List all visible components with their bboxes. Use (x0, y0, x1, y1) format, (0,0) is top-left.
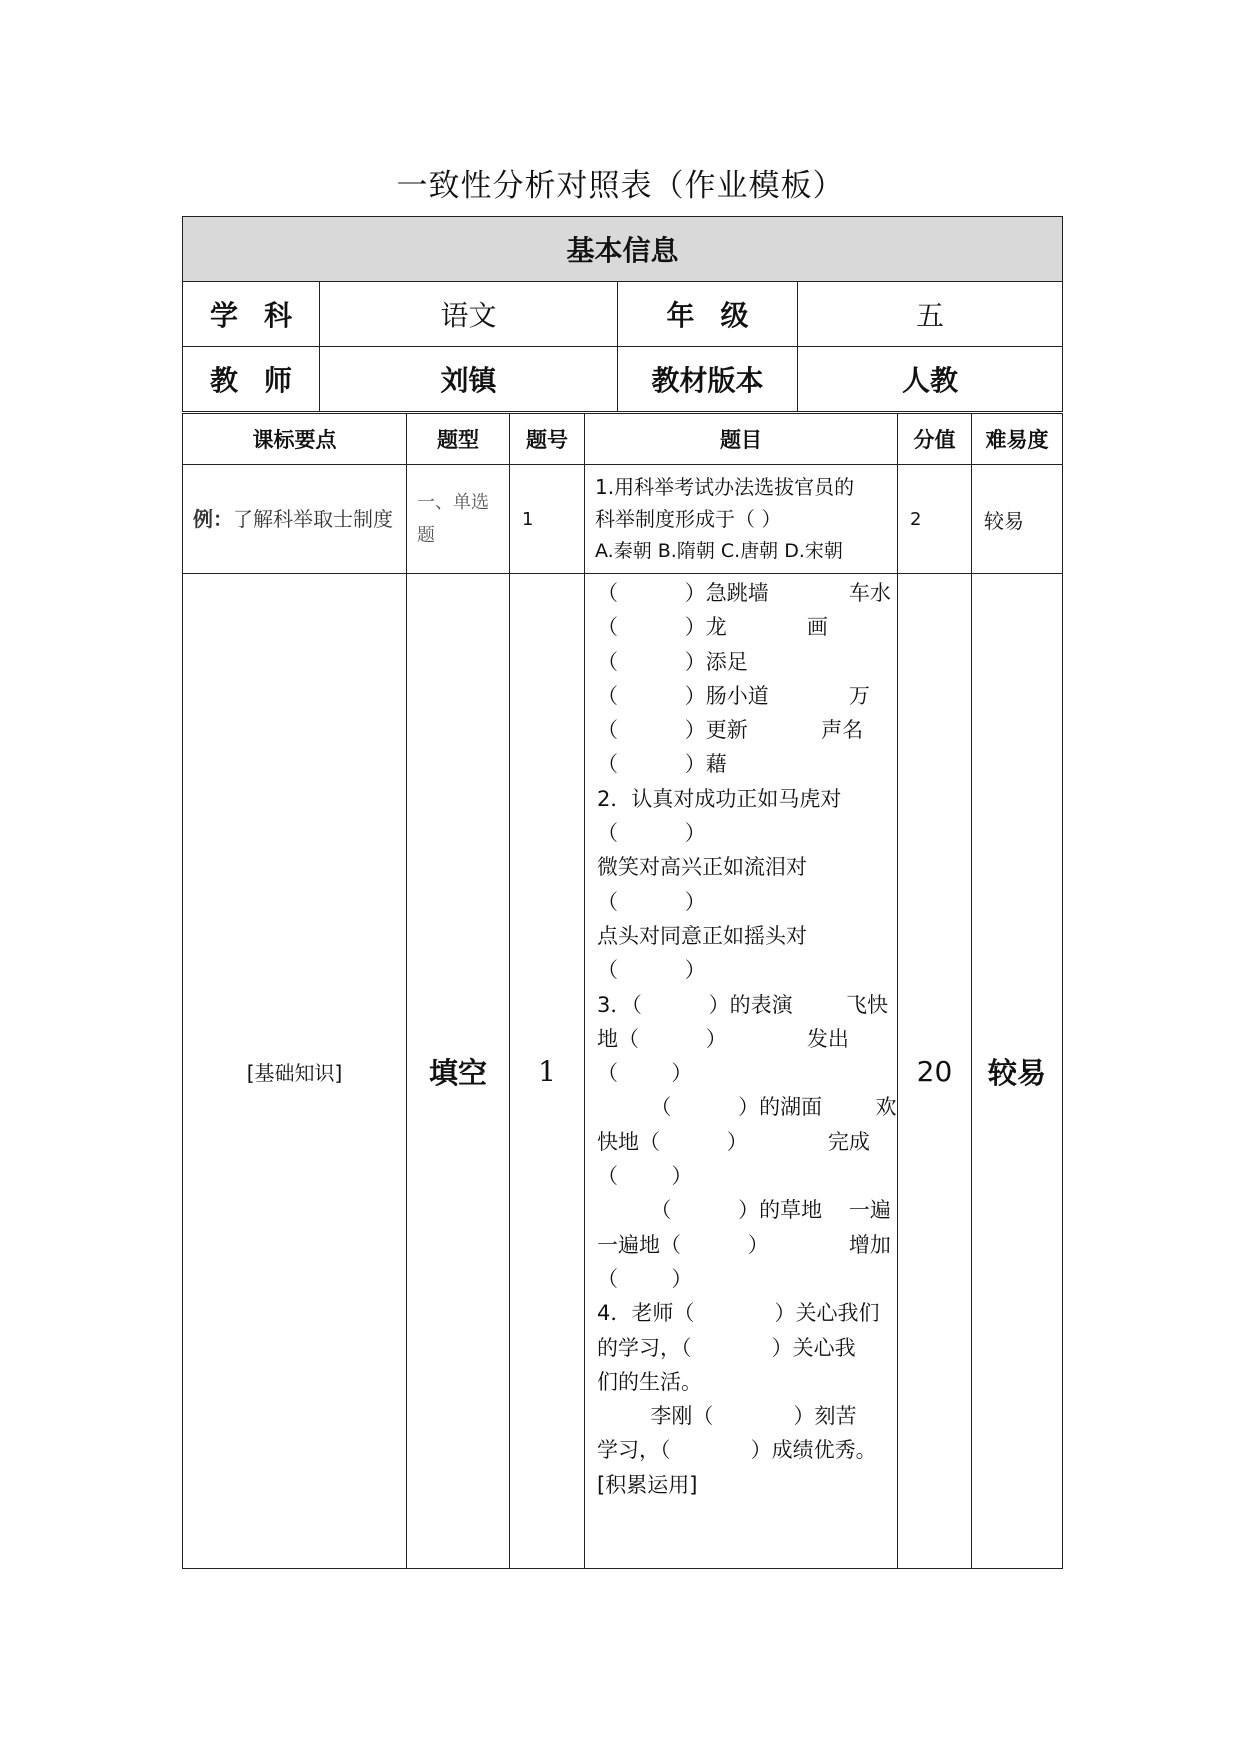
header-cell: 分值 (898, 414, 972, 465)
basic-info-table (182, 216, 1063, 412)
question-line: 李刚（ ）刻苦 (597, 1404, 857, 1429)
question-line: 点头对同意正如摇头对 (597, 923, 807, 948)
subject-value: 语文 (320, 282, 618, 347)
example-question-line: 科举制度形成于（ ） (595, 507, 782, 531)
table-header-row (183, 414, 1063, 465)
example-number: 1 (510, 465, 585, 574)
row-point: [基础知识] (183, 574, 407, 1569)
question-line: 微笑对高兴正如流泪对 (597, 855, 807, 880)
header-cell: 难易度 (972, 414, 1063, 465)
example-difficulty: 较易 (972, 465, 1063, 574)
question-line: 2．认真对成功正如马虎对 (597, 786, 842, 811)
question-line: 地（ ） 发出 (597, 1026, 849, 1051)
row-score: 20 (898, 574, 972, 1569)
question-line: （ ）藉 (597, 752, 727, 777)
question-line: （ ）添足 (597, 649, 748, 674)
grade-label: 年级 (618, 282, 798, 347)
grade-value: 五 (798, 282, 1063, 347)
question-line: 们的生活。 (597, 1369, 702, 1394)
question-line: 的学习，（ ）关心我 (597, 1335, 856, 1360)
row-difficulty: 较易 (972, 574, 1063, 1569)
header-cell: 题型 (407, 414, 510, 465)
example-question-options: A.秦朝 B.隋朝 C.唐朝 D.宋朝 (595, 540, 843, 562)
example-prefix: 例： (193, 506, 233, 531)
question-line: （ ） (597, 1266, 693, 1291)
question-line: （ ） (597, 889, 706, 914)
header-cell: 课标要点 (183, 414, 407, 465)
row-question (585, 574, 898, 1569)
question-line: 一遍地（ ） 增加 (597, 1232, 891, 1257)
basic-info-header: 基本信息 (183, 217, 1063, 282)
question-line: [积累运用] (597, 1472, 698, 1497)
row-type: 填空 (407, 574, 510, 1569)
question-line: （ ） (597, 1164, 693, 1189)
example-point-text: 了解科举取士制度 (233, 506, 393, 531)
table-row (183, 574, 1063, 1569)
teacher-value: 刘镇 (320, 347, 618, 412)
example-type: 一、单选题 (407, 465, 510, 574)
question-line: （ ） (597, 821, 706, 846)
example-row (183, 465, 1063, 574)
question-line: 学习，（ ）成绩优秀。 (597, 1438, 877, 1463)
page-title: 一致性分析对照表（作业模板） (396, 168, 845, 204)
header-cell: 题目 (585, 414, 898, 465)
question-line: （ ）的草地 一遍 (597, 1198, 891, 1223)
question-line: 3．（ ）的表演 飞快 (597, 992, 889, 1017)
question-line: 4．老师（ ）关心我们 (597, 1301, 880, 1326)
example-question (585, 465, 898, 574)
question-line: （ ）的湖面 欢 (597, 1095, 897, 1120)
header-cell: 题号 (510, 414, 585, 465)
question-line: （ ） (597, 958, 706, 983)
question-line: 快地（ ） 完成 (597, 1129, 870, 1154)
question-line: （ ）肠小道 万 (597, 683, 870, 708)
teacher-label: 教师 (183, 347, 320, 412)
question-line: （ ） (597, 1061, 693, 1086)
example-question-line: 1.用科举考试办法选拔官员的 (595, 475, 855, 499)
example-point (183, 465, 407, 574)
question-lines (597, 576, 897, 1502)
example-score: 2 (898, 465, 972, 574)
analysis-table (182, 413, 1063, 1569)
row-number: 1 (510, 574, 585, 1569)
edition-label: 教材版本 (618, 347, 798, 412)
edition-value: 人教 (798, 347, 1063, 412)
subject-label: 学科 (183, 282, 320, 347)
question-line: （ ）急跳墙 车水 (597, 581, 891, 605)
question-line: （ ）龙 画 (597, 615, 828, 640)
question-line: （ ）更新 声名 (597, 718, 864, 743)
